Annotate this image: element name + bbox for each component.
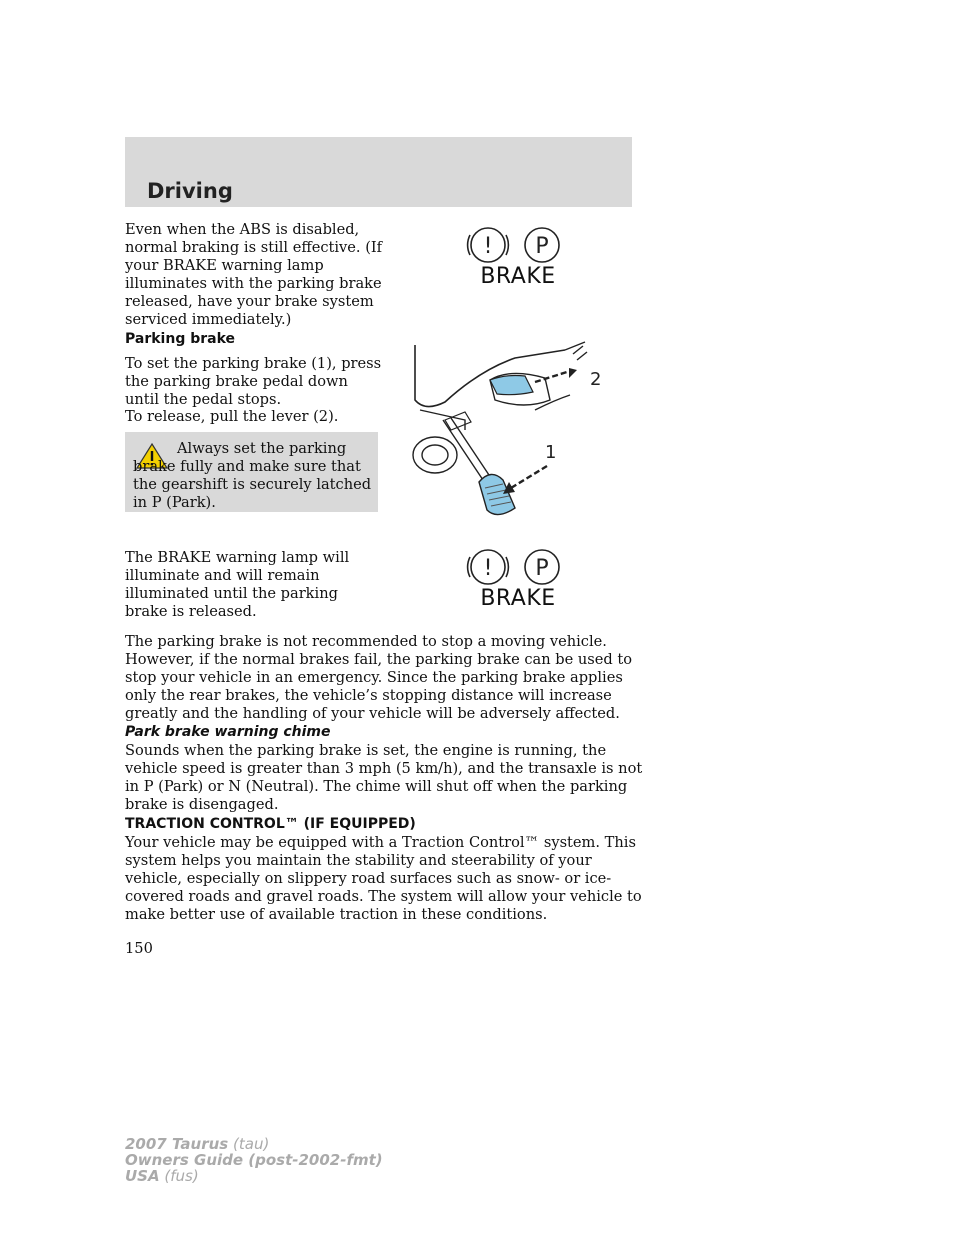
footer-guide: Owners Guide (post-2002-fmt) <box>125 1151 383 1169</box>
callout-1: 1 <box>545 442 557 463</box>
footer-model-code: (tau) <box>233 1135 270 1153</box>
page-number: 150 <box>125 940 153 957</box>
chime-heading: Park brake warning chime <box>125 724 331 740</box>
brake-warning-lamp-figure-2 <box>458 548 578 618</box>
footer-market: USA <box>125 1167 160 1185</box>
exclaim-symbol: ! <box>483 556 493 581</box>
footer-model: 2007 Taurus <box>125 1135 229 1153</box>
p-symbol: P <box>535 556 549 581</box>
brake-lamp-symbols-icon <box>458 548 578 588</box>
section-header <box>125 137 632 207</box>
traction-control-paragraph: Your vehicle may be equipped with a Traction Control™ system. This system helps you maintain the stability and steerability of your vehicle, especially on slippery road surfaces such as snow- or ice-covered roads and gravel roads. The system will allow your vehicle to make better use of available traction in these conditions. <box>125 834 642 923</box>
footer-market-code: (fus) <box>164 1167 199 1185</box>
brake-lamp-label: BRAKE <box>480 586 556 611</box>
traction-control-heading: TRACTION CONTROL™ (IF EQUIPPED) <box>125 816 416 832</box>
brake-lamp-symbols-icon <box>458 226 578 266</box>
parking-brake-illustration <box>405 340 620 525</box>
callout-2: 2 <box>590 369 602 390</box>
chime-paragraph: Sounds when the parking brake is set, the engine is running, the vehicle speed is greater than 3 mph (5 km/h), and the transaxle is not in P (Park) or N (Neutral). The chime will shut off when the parking brake is disengaged. <box>125 742 643 813</box>
abs-disabled-paragraph: Even when the ABS is disabled, normal braking is still effective. (If your BRAKE warning lamp illuminates with the parking brake released, have your brake system serviced immediately.) <box>125 221 383 328</box>
not-recommended-paragraph: The parking brake is not recommended to stop a moving vehicle. However, if the normal brakes fail, the parking brake can be used to stop your vehicle in an emergency. Since the parking brake applies only the rear brakes, the vehicle’s stopping distance will increase greatly and the handling of your vehicle will be adversely affected. <box>125 633 633 722</box>
brake-pedal-shape <box>479 474 515 514</box>
exclaim-symbol: ! <box>483 234 493 259</box>
p-symbol: P <box>535 234 549 259</box>
parking-brake-heading: Parking brake <box>125 331 236 347</box>
document-footer <box>125 1136 383 1184</box>
set-brake-paragraph: To set the parking brake (1), press the parking brake pedal down until the pedal stops. <box>125 355 382 408</box>
brake-warning-lamp-figure <box>458 226 578 296</box>
warning-text: Always set the parking brake fully and make sure that the gearshift is securely latched in P (Park). <box>133 440 372 511</box>
release-brake-paragraph: To release, pull the lever (2). <box>125 408 339 425</box>
release-lever-shape <box>490 376 533 395</box>
warning-box <box>125 432 378 512</box>
brake-lamp-label: BRAKE <box>480 264 556 289</box>
lamp-illuminate-paragraph: The BRAKE warning lamp will illuminate and will remain illuminated until the parking brake is released. <box>125 549 350 620</box>
section-title: Driving <box>147 179 233 203</box>
